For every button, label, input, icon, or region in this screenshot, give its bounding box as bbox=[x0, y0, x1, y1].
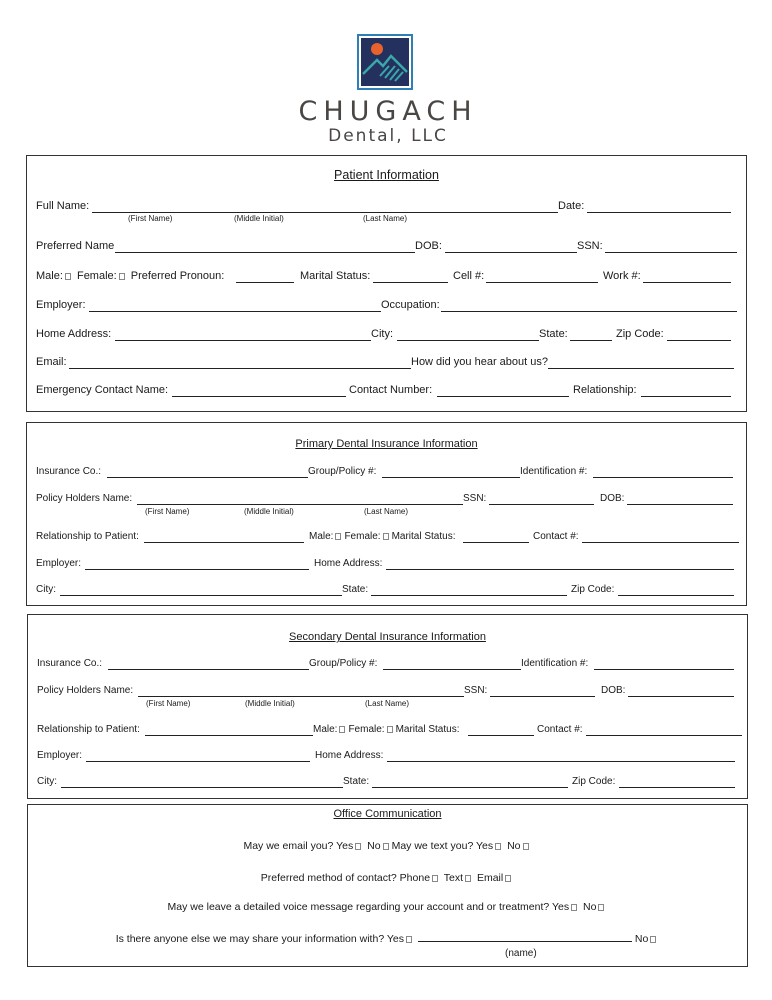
contact-number-field[interactable] bbox=[437, 396, 569, 397]
policy-holder-label: Policy Holders Name: bbox=[36, 493, 133, 504]
no-label: No bbox=[634, 933, 649, 945]
first-name-caption: (First Name) bbox=[128, 214, 173, 223]
voice-message-row bbox=[28, 901, 747, 913]
home-address-label: Home Address: bbox=[314, 558, 383, 569]
employer-field[interactable] bbox=[85, 569, 309, 570]
text-no-checkbox[interactable] bbox=[523, 843, 529, 850]
home-address-label: Home Address: bbox=[315, 750, 384, 761]
employer-field[interactable] bbox=[89, 311, 381, 312]
group-policy-field[interactable] bbox=[383, 669, 521, 670]
preferred-name-label: Preferred Name bbox=[36, 240, 115, 252]
company-logo bbox=[298, 34, 478, 144]
gender-row bbox=[313, 724, 460, 735]
female-label: Female: bbox=[76, 270, 117, 282]
text-checkbox[interactable] bbox=[465, 875, 471, 882]
logo-wordmark: CHUGACH bbox=[298, 96, 478, 127]
dob-field[interactable] bbox=[627, 504, 733, 505]
last-name-caption: (Last Name) bbox=[363, 214, 408, 223]
insurance-co-field[interactable] bbox=[107, 477, 308, 478]
male-label: Male: bbox=[36, 270, 63, 282]
city-field[interactable] bbox=[397, 340, 539, 341]
female-label: Female: bbox=[348, 724, 385, 735]
no-label: No bbox=[507, 840, 521, 852]
employer-field[interactable] bbox=[86, 761, 310, 762]
share-no-checkbox[interactable] bbox=[650, 936, 656, 943]
full-name-field[interactable] bbox=[92, 212, 558, 213]
patient-information-section bbox=[26, 155, 747, 412]
group-policy-field[interactable] bbox=[382, 477, 520, 478]
employer-label: Employer: bbox=[36, 558, 82, 569]
last-name-caption: (Last Name) bbox=[365, 699, 410, 708]
zip-field[interactable] bbox=[619, 787, 735, 788]
section-title: Office Communication bbox=[333, 808, 442, 820]
zip-label: Zip Code: bbox=[616, 328, 664, 340]
identification-label: Identification #: bbox=[520, 466, 588, 477]
city-label: City: bbox=[37, 776, 57, 787]
yes-label: Yes bbox=[551, 901, 570, 913]
text-label: Text bbox=[443, 872, 464, 884]
occupation-field[interactable] bbox=[441, 311, 737, 312]
no-label: No bbox=[367, 840, 381, 852]
office-communication-section bbox=[27, 804, 748, 967]
male-checkbox[interactable] bbox=[339, 726, 345, 733]
contact-label: Contact #: bbox=[537, 724, 583, 735]
state-label: State: bbox=[342, 584, 369, 595]
first-name-caption: (First Name) bbox=[146, 699, 191, 708]
dob-field[interactable] bbox=[445, 252, 577, 253]
middle-initial-caption: (Middle Initial) bbox=[245, 699, 295, 708]
work-label: Work #: bbox=[603, 270, 641, 282]
contact-field[interactable] bbox=[586, 735, 742, 736]
middle-initial-caption: (Middle Initial) bbox=[244, 507, 294, 516]
text-question: May we text you? bbox=[391, 840, 474, 852]
contact-label: Contact #: bbox=[533, 531, 579, 542]
preferred-question: Preferred method of contact? bbox=[260, 872, 397, 884]
email-label: Email bbox=[476, 872, 504, 884]
insurance-co-field[interactable] bbox=[108, 669, 309, 670]
ssn-label: SSN: bbox=[464, 685, 488, 696]
preferred-pronoun-field[interactable] bbox=[236, 282, 294, 283]
occupation-label: Occupation: bbox=[381, 299, 440, 311]
no-label: No bbox=[583, 901, 597, 913]
home-address-field[interactable] bbox=[386, 569, 734, 570]
city-field[interactable] bbox=[60, 595, 342, 596]
ssn-label: SSN: bbox=[577, 240, 603, 252]
phone-label: Phone bbox=[399, 872, 431, 884]
relationship-label: Relationship to Patient: bbox=[37, 724, 140, 735]
hear-about-field[interactable] bbox=[548, 368, 734, 369]
relationship-field[interactable] bbox=[144, 542, 304, 543]
ssn-label: SSN: bbox=[463, 493, 487, 504]
mountain-sun-icon bbox=[357, 34, 413, 90]
voice-yes-checkbox[interactable] bbox=[571, 904, 577, 911]
insurance-co-label: Insurance Co.: bbox=[37, 658, 103, 669]
text-yes-checkbox[interactable] bbox=[495, 843, 501, 850]
secondary-insurance-section bbox=[27, 614, 748, 799]
identification-field[interactable] bbox=[594, 669, 734, 670]
employer-label: Employer: bbox=[37, 750, 83, 761]
preferred-contact-row bbox=[28, 872, 747, 884]
marital-status-field[interactable] bbox=[373, 282, 448, 283]
group-policy-label: Group/Policy #: bbox=[308, 466, 377, 477]
emergency-contact-label: Emergency Contact Name: bbox=[36, 384, 169, 396]
female-checkbox[interactable] bbox=[387, 726, 393, 733]
state-field[interactable] bbox=[371, 595, 567, 596]
email-no-checkbox[interactable] bbox=[383, 843, 389, 850]
first-name-caption: (First Name) bbox=[145, 507, 190, 516]
yes-label: Yes bbox=[386, 933, 405, 945]
insurance-co-label: Insurance Co.: bbox=[36, 466, 102, 477]
section-title: Secondary Dental Insurance Information bbox=[289, 631, 486, 643]
share-question: Is there anyone else we may share your information with? bbox=[115, 933, 385, 945]
marital-status-label: Marital Status: bbox=[391, 531, 456, 542]
contact-number-label: Contact Number: bbox=[349, 384, 433, 396]
dob-label: DOB: bbox=[601, 685, 626, 696]
male-label: Male: bbox=[313, 724, 338, 735]
hear-about-label: How did you hear about us? bbox=[411, 356, 548, 368]
employer-label: Employer: bbox=[36, 299, 86, 311]
email-text-consent-row bbox=[28, 840, 747, 852]
relationship-label: Relationship: bbox=[573, 384, 637, 396]
marital-status-label: Marital Status: bbox=[300, 270, 371, 282]
relationship-field[interactable] bbox=[641, 396, 731, 397]
relationship-field[interactable] bbox=[145, 735, 313, 736]
identification-field[interactable] bbox=[593, 477, 733, 478]
state-label: State: bbox=[539, 328, 568, 340]
female-label: Female: bbox=[344, 531, 381, 542]
male-label: Male: bbox=[309, 531, 334, 542]
gender-row bbox=[36, 270, 224, 282]
home-address-label: Home Address: bbox=[36, 328, 112, 340]
work-field[interactable] bbox=[643, 282, 731, 283]
female-checkbox[interactable] bbox=[119, 273, 125, 280]
dob-label: DOB: bbox=[415, 240, 442, 252]
date-field[interactable] bbox=[587, 212, 731, 213]
zip-field[interactable] bbox=[618, 595, 734, 596]
email-yes-checkbox[interactable] bbox=[355, 843, 361, 850]
relationship-label: Relationship to Patient: bbox=[36, 531, 139, 542]
email-field[interactable] bbox=[69, 368, 411, 369]
male-checkbox[interactable] bbox=[335, 533, 341, 540]
ssn-field[interactable] bbox=[489, 504, 594, 505]
yes-label: Yes bbox=[476, 840, 494, 852]
last-name-caption: (Last Name) bbox=[364, 507, 409, 516]
state-field[interactable] bbox=[372, 787, 568, 788]
voice-no-checkbox[interactable] bbox=[598, 904, 604, 911]
home-address-field[interactable] bbox=[387, 761, 735, 762]
middle-initial-caption: (Middle Initial) bbox=[234, 214, 284, 223]
preferred-pronoun-label: Preferred Pronoun: bbox=[130, 270, 225, 282]
cell-field[interactable] bbox=[486, 282, 598, 283]
identification-label: Identification #: bbox=[521, 658, 589, 669]
preferred-name-field[interactable] bbox=[115, 252, 415, 253]
full-name-label: Full Name: bbox=[36, 200, 90, 212]
city-field[interactable] bbox=[61, 787, 343, 788]
gender-row bbox=[309, 531, 456, 542]
name-caption: (name) bbox=[505, 948, 537, 959]
state-label: State: bbox=[343, 776, 370, 787]
city-label: City: bbox=[36, 584, 56, 595]
cell-label: Cell #: bbox=[453, 270, 485, 282]
ssn-field[interactable] bbox=[605, 252, 737, 253]
logo-subtitle: Dental, LLC bbox=[328, 126, 448, 146]
phone-checkbox[interactable] bbox=[432, 875, 438, 882]
group-policy-label: Group/Policy #: bbox=[309, 658, 378, 669]
emergency-contact-field[interactable] bbox=[172, 396, 346, 397]
share-info-row bbox=[28, 933, 747, 945]
zip-field[interactable] bbox=[667, 340, 731, 341]
email-checkbox[interactable] bbox=[505, 875, 511, 882]
contact-field[interactable] bbox=[582, 542, 739, 543]
marital-status-field[interactable] bbox=[468, 735, 534, 736]
section-title: Primary Dental Insurance Information bbox=[295, 438, 478, 450]
home-address-field[interactable] bbox=[115, 340, 371, 341]
voice-question: May we leave a detailed voice message regarding your account and or treatment? bbox=[167, 901, 550, 913]
male-checkbox[interactable] bbox=[65, 273, 71, 280]
zip-label: Zip Code: bbox=[572, 776, 616, 787]
city-label: City: bbox=[371, 328, 393, 340]
zip-label: Zip Code: bbox=[571, 584, 615, 595]
dob-field[interactable] bbox=[628, 696, 734, 697]
share-name-field[interactable] bbox=[418, 933, 632, 942]
female-checkbox[interactable] bbox=[383, 533, 389, 540]
primary-insurance-section bbox=[26, 422, 747, 606]
ssn-field[interactable] bbox=[490, 696, 595, 697]
date-label: Date: bbox=[558, 200, 585, 212]
state-field[interactable] bbox=[570, 340, 612, 341]
section-title: Patient Information bbox=[334, 168, 439, 182]
share-yes-checkbox[interactable] bbox=[406, 936, 412, 943]
email-question: May we email you? bbox=[243, 840, 334, 852]
yes-label: Yes bbox=[336, 840, 354, 852]
policy-holder-field[interactable] bbox=[138, 696, 464, 697]
policy-holder-field[interactable] bbox=[137, 504, 463, 505]
policy-holder-label: Policy Holders Name: bbox=[37, 685, 134, 696]
marital-status-field[interactable] bbox=[463, 542, 529, 543]
email-label: Email: bbox=[36, 356, 67, 368]
dob-label: DOB: bbox=[600, 493, 625, 504]
marital-status-label: Marital Status: bbox=[395, 724, 460, 735]
